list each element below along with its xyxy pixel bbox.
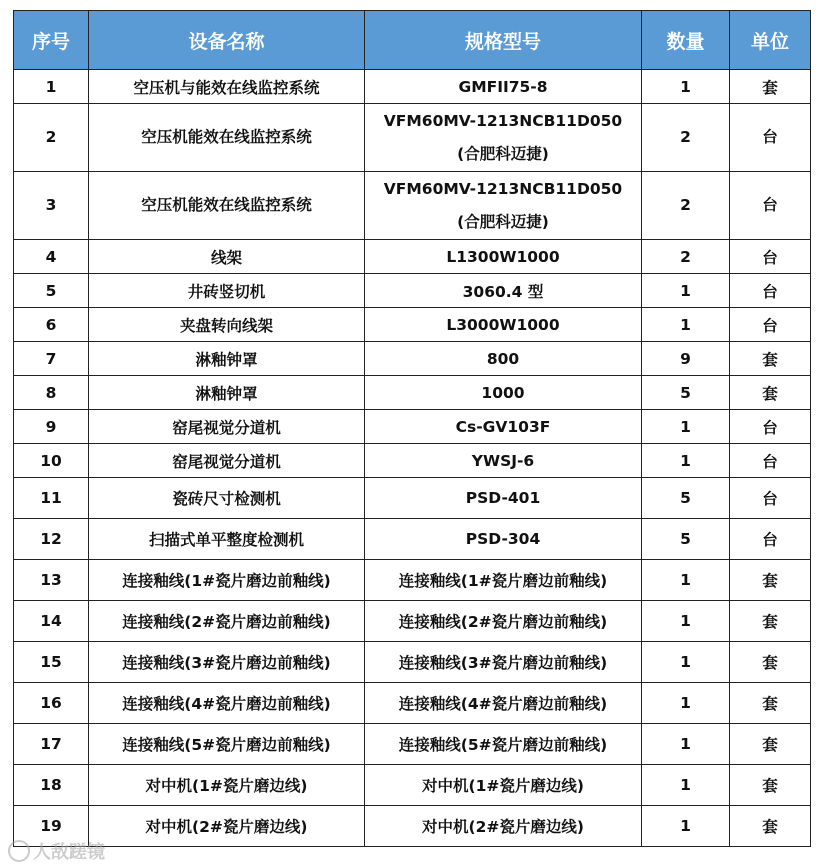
model-line: GMFII75-8 — [458, 77, 548, 96]
cell-name: 连接釉线(3#瓷片磨边前釉线) — [89, 642, 365, 683]
cell-model — [365, 806, 642, 847]
cell-name: 连接釉线(2#瓷片磨边前釉线) — [89, 601, 365, 642]
cell-model — [365, 444, 642, 478]
cell-no: 14 — [14, 601, 89, 642]
table-row — [14, 683, 811, 724]
header-model: 规格型号 — [365, 11, 642, 70]
table-row — [14, 642, 811, 683]
cell-model — [365, 376, 642, 410]
cell-unit: 台 — [730, 444, 811, 478]
cell-no: 6 — [14, 308, 89, 342]
cell-model — [365, 560, 642, 601]
table-row — [14, 519, 811, 560]
cell-unit: 套 — [730, 683, 811, 724]
cell-qty: 1 — [642, 560, 730, 601]
cell-no: 1 — [14, 70, 89, 104]
model-line: Cs-GV103F — [455, 417, 551, 436]
cell-no: 2 — [14, 104, 89, 172]
cell-name: 淋釉钟罩 — [89, 376, 365, 410]
cell-name: 对中机(1#瓷片磨边线) — [89, 765, 365, 806]
cell-no: 5 — [14, 274, 89, 308]
cell-unit: 套 — [730, 342, 811, 376]
cell-no: 3 — [14, 172, 89, 240]
model-line: (合肥科迈捷) — [457, 144, 549, 163]
cell-no: 15 — [14, 642, 89, 683]
cell-qty: 1 — [642, 642, 730, 683]
cell-no: 4 — [14, 240, 89, 274]
cell-unit: 套 — [730, 642, 811, 683]
cell-no: 9 — [14, 410, 89, 444]
cell-model — [365, 70, 642, 104]
cell-qty: 1 — [642, 308, 730, 342]
table-body — [14, 70, 811, 847]
cell-name: 对中机(2#瓷片磨边线) — [89, 806, 365, 847]
model-line: 1000 — [481, 383, 525, 402]
cell-name: 夹盘转向线架 — [89, 308, 365, 342]
table-row — [14, 70, 811, 104]
cell-no: 11 — [14, 478, 89, 519]
cell-qty: 2 — [642, 240, 730, 274]
cell-qty: 1 — [642, 806, 730, 847]
model-line: 连接釉线(1#瓷片磨边前釉线) — [398, 572, 608, 590]
model-line: 对中机(2#瓷片磨边线) — [422, 818, 584, 836]
cell-unit: 套 — [730, 376, 811, 410]
model-line: VFM60MV-1213NCB11D050 — [383, 179, 623, 198]
model-line: 连接釉线(4#瓷片磨边前釉线) — [398, 695, 608, 713]
cell-unit: 套 — [730, 601, 811, 642]
cell-qty: 5 — [642, 376, 730, 410]
cell-unit: 台 — [730, 240, 811, 274]
cell-unit: 台 — [730, 172, 811, 240]
model-line: 3060.4 型 — [462, 282, 544, 301]
cell-no: 13 — [14, 560, 89, 601]
cell-no: 17 — [14, 724, 89, 765]
cell-model — [365, 478, 642, 519]
cell-name: 空压机能效在线监控系统 — [89, 104, 365, 172]
cell-qty: 2 — [642, 172, 730, 240]
cell-name: 连接釉线(1#瓷片磨边前釉线) — [89, 560, 365, 601]
table-row — [14, 376, 811, 410]
model-line: 连接釉线(2#瓷片磨边前釉线) — [398, 613, 608, 631]
table-row — [14, 806, 811, 847]
cell-model — [365, 410, 642, 444]
cell-qty: 1 — [642, 70, 730, 104]
header-qty: 数量 — [642, 11, 730, 70]
model-line: L1300W1000 — [446, 247, 560, 266]
cell-name: 空压机与能效在线监控系统 — [89, 70, 365, 104]
cell-qty: 1 — [642, 765, 730, 806]
cell-model — [365, 342, 642, 376]
model-line: YWSJ-6 — [471, 451, 535, 470]
model-line: 连接釉线(3#瓷片磨边前釉线) — [398, 654, 608, 672]
model-line: L3000W1000 — [446, 315, 560, 334]
table-row — [14, 240, 811, 274]
cell-qty: 1 — [642, 683, 730, 724]
table-row — [14, 274, 811, 308]
cell-unit: 台 — [730, 519, 811, 560]
table-header-row — [14, 11, 811, 70]
cell-qty: 1 — [642, 601, 730, 642]
cell-name: 连接釉线(5#瓷片磨边前釉线) — [89, 724, 365, 765]
table-row — [14, 104, 811, 172]
cell-unit: 套 — [730, 560, 811, 601]
cell-unit: 套 — [730, 70, 811, 104]
cell-qty: 1 — [642, 724, 730, 765]
watermark-logo-icon — [8, 840, 30, 862]
cell-model — [365, 642, 642, 683]
table-row — [14, 172, 811, 240]
model-line: (合肥科迈捷) — [457, 212, 549, 231]
cell-name: 井砖竖切机 — [89, 274, 365, 308]
cell-unit: 套 — [730, 765, 811, 806]
table-row — [14, 560, 811, 601]
table-row — [14, 308, 811, 342]
cell-no: 7 — [14, 342, 89, 376]
cell-model — [365, 765, 642, 806]
cell-name: 扫描式单平整度检测机 — [89, 519, 365, 560]
table-row — [14, 444, 811, 478]
table-row — [14, 765, 811, 806]
cell-unit: 台 — [730, 104, 811, 172]
cell-qty: 1 — [642, 410, 730, 444]
cell-no: 16 — [14, 683, 89, 724]
cell-unit: 台 — [730, 308, 811, 342]
cell-name: 淋釉钟罩 — [89, 342, 365, 376]
cell-no: 12 — [14, 519, 89, 560]
header-unit: 单位 — [730, 11, 811, 70]
watermark — [8, 838, 105, 864]
cell-no: 18 — [14, 765, 89, 806]
cell-qty: 5 — [642, 478, 730, 519]
cell-unit: 台 — [730, 410, 811, 444]
cell-name: 线架 — [89, 240, 365, 274]
cell-no: 10 — [14, 444, 89, 478]
model-line: VFM60MV-1213NCB11D050 — [383, 111, 623, 130]
cell-unit: 台 — [730, 274, 811, 308]
cell-unit: 台 — [730, 478, 811, 519]
model-line: 对中机(1#瓷片磨边线) — [422, 777, 584, 795]
header-no: 序号 — [14, 11, 89, 70]
cell-qty: 9 — [642, 342, 730, 376]
cell-name: 窑尾视觉分道机 — [89, 410, 365, 444]
cell-model — [365, 172, 642, 240]
cell-unit: 套 — [730, 806, 811, 847]
cell-qty: 5 — [642, 519, 730, 560]
watermark-text: 人敌蹉镜 — [33, 842, 105, 863]
model-line: PSD-304 — [465, 530, 541, 548]
cell-model — [365, 240, 642, 274]
model-line: 连接釉线(5#瓷片磨边前釉线) — [398, 736, 608, 754]
header-name: 设备名称 — [89, 11, 365, 70]
equipment-table — [13, 10, 811, 847]
cell-model — [365, 519, 642, 560]
table-row — [14, 342, 811, 376]
model-line: 800 — [486, 349, 520, 368]
table-row — [14, 601, 811, 642]
cell-qty: 1 — [642, 444, 730, 478]
table-row — [14, 410, 811, 444]
cell-no: 19 — [14, 806, 89, 847]
cell-model — [365, 724, 642, 765]
cell-name: 瓷砖尺寸检测机 — [89, 478, 365, 519]
cell-qty: 2 — [642, 104, 730, 172]
cell-unit: 套 — [730, 724, 811, 765]
model-line: PSD-401 — [465, 489, 541, 507]
cell-no: 8 — [14, 376, 89, 410]
table-row — [14, 724, 811, 765]
cell-name: 连接釉线(4#瓷片磨边前釉线) — [89, 683, 365, 724]
cell-model — [365, 308, 642, 342]
cell-name: 窑尾视觉分道机 — [89, 444, 365, 478]
table-row — [14, 478, 811, 519]
cell-name: 空压机能效在线监控系统 — [89, 172, 365, 240]
cell-model — [365, 601, 642, 642]
cell-model — [365, 274, 642, 308]
cell-qty: 1 — [642, 274, 730, 308]
cell-model — [365, 683, 642, 724]
cell-model — [365, 104, 642, 172]
